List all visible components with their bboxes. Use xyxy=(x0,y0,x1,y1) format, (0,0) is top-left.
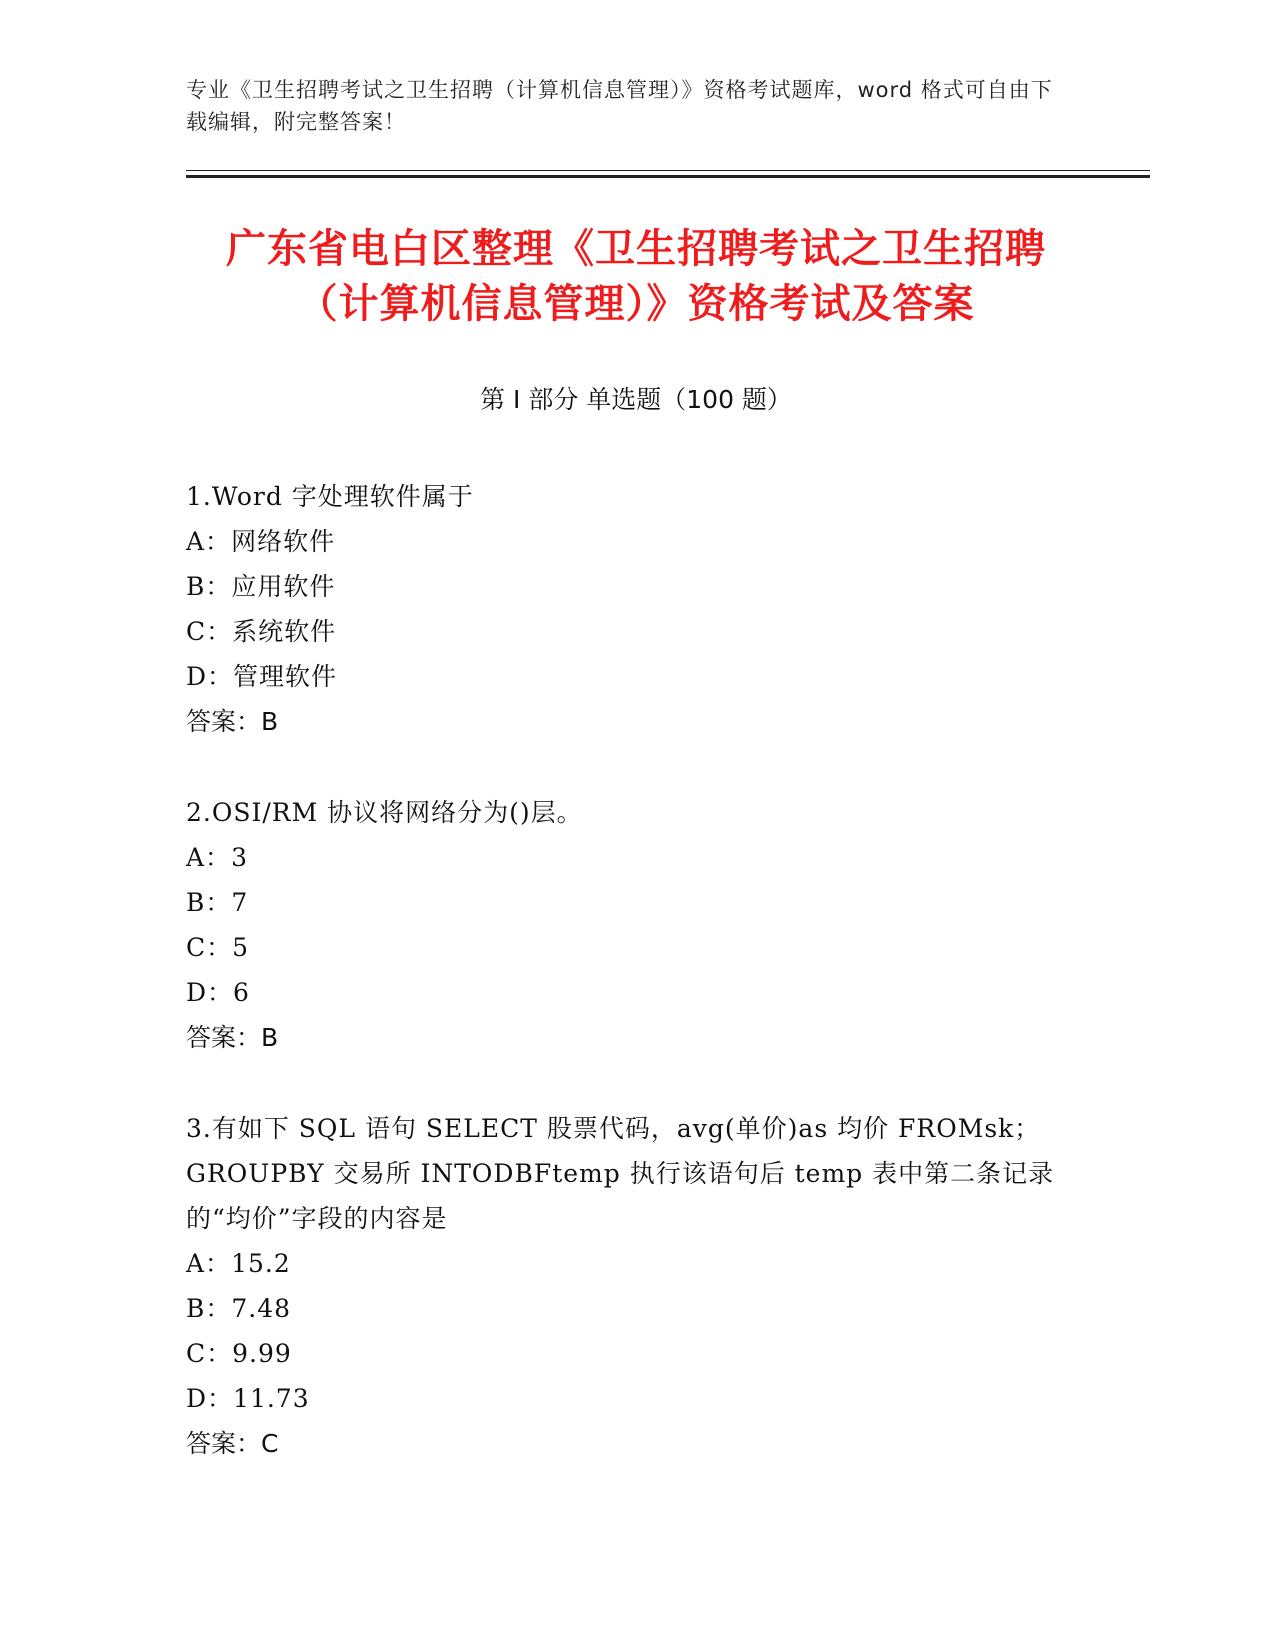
option-text: 3 xyxy=(231,843,248,872)
option-a xyxy=(186,519,1086,564)
option-b xyxy=(186,1286,1086,1331)
section-title: 第 I 部分 单选题（100 题） xyxy=(480,385,792,414)
question-item xyxy=(186,790,1086,1060)
option-key: A： xyxy=(186,527,232,556)
option-text: 6 xyxy=(233,978,250,1007)
option-key: B： xyxy=(186,888,232,917)
option-key: C： xyxy=(186,933,233,962)
option-text: 应用软件 xyxy=(231,572,336,601)
option-text: 9.99 xyxy=(232,1339,292,1368)
answer-text: 答案：B xyxy=(186,1023,279,1052)
option-text: 管理软件 xyxy=(233,662,338,691)
option-key: D： xyxy=(186,1384,234,1413)
option-text: 11.73 xyxy=(233,1384,310,1413)
question-list xyxy=(186,474,1086,1512)
option-d xyxy=(186,654,1086,699)
option-key: C： xyxy=(186,1339,233,1368)
option-d xyxy=(186,970,1086,1015)
option-text: 15.2 xyxy=(231,1249,291,1278)
option-c xyxy=(186,609,1086,654)
option-a xyxy=(186,1241,1086,1286)
header-note: 专业《卫生招聘考试之卫生招聘（计算机信息管理）》资格考试题库，word 格式可自由下载编辑，附完整答案！ xyxy=(186,78,1053,134)
option-a xyxy=(186,835,1086,880)
question-item xyxy=(186,1106,1086,1466)
option-key: D： xyxy=(186,662,234,691)
option-c xyxy=(186,925,1086,970)
option-key: A： xyxy=(186,843,232,872)
option-b xyxy=(186,564,1086,609)
option-text: 7 xyxy=(231,888,249,917)
answer-text: 答案：B xyxy=(186,707,279,736)
question-text: 3.有如下 SQL 语句 SELECT 股票代码，avg(单价)as 均价 FROMsk；GROUPBY 交易所 INTODBFtemp 执行该语句后 temp 表中第二条记录的“均价”字段的内容是 xyxy=(186,1114,1055,1233)
option-c xyxy=(186,1331,1086,1376)
option-key: A： xyxy=(186,1249,232,1278)
option-key: C： xyxy=(186,617,233,646)
option-key: B： xyxy=(186,572,232,601)
document-title: 广东省电白区整理《卫生招聘考试之卫生招聘（计算机信息管理）》资格考试及答案 xyxy=(226,226,1046,327)
option-text: 系统软件 xyxy=(232,617,337,646)
option-key: B： xyxy=(186,1294,232,1323)
header-divider-thick xyxy=(186,175,1150,178)
header-divider-thin xyxy=(186,170,1150,171)
option-d xyxy=(186,1376,1086,1421)
question-text: 2.OSI/RM 协议将网络分为()层。 xyxy=(186,798,583,827)
option-text: 7.48 xyxy=(231,1294,292,1323)
option-b xyxy=(186,880,1086,925)
option-text: 5 xyxy=(232,933,250,962)
question-text: 1.Word 字处理软件属于 xyxy=(186,482,474,511)
answer-text: 答案：C xyxy=(186,1429,279,1458)
question-item xyxy=(186,474,1086,744)
option-key: D： xyxy=(186,978,234,1007)
option-text: 网络软件 xyxy=(231,527,336,556)
